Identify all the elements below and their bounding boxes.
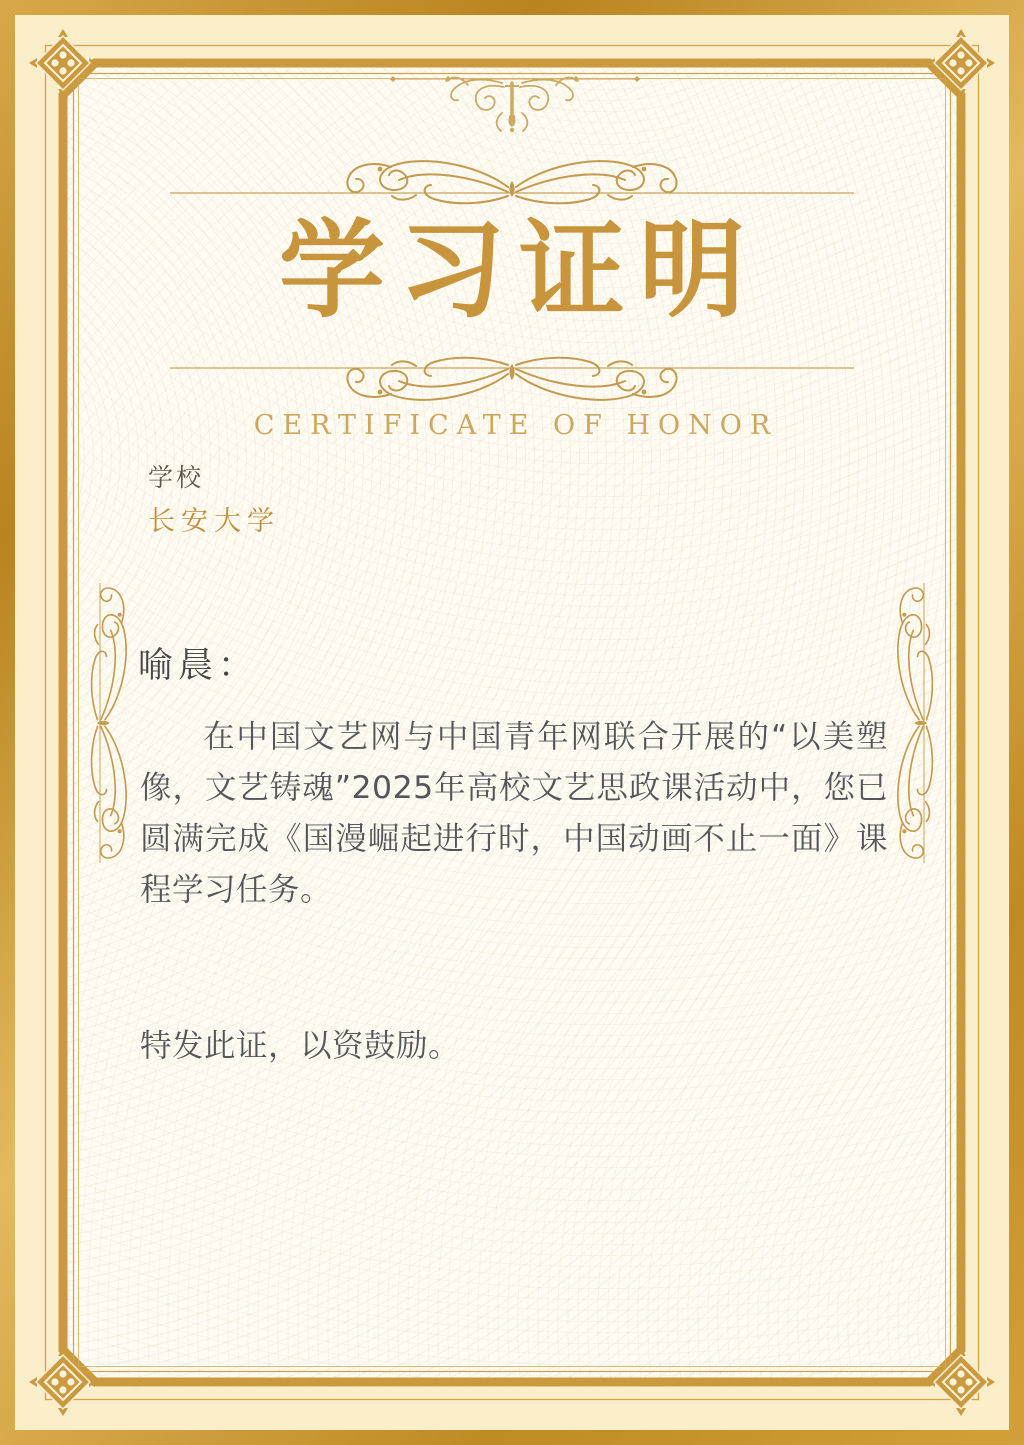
school-name: 长安大学	[148, 506, 280, 537]
certificate-subtitle: CERTIFICATE OF HONOR	[253, 410, 779, 441]
certificate-title: 学习证明	[279, 207, 759, 332]
school-label: 学校	[148, 463, 205, 492]
recipient-name: 喻晨：	[138, 646, 259, 686]
certificate-body: 在中国文艺网与中国青年网联合开展的“以美塑像，文艺铸魂”2025年高校文艺思政课活动中，您已圆满完成《国漫崛起进行时，中国动画不止一面》课程学习任务。	[140, 719, 888, 908]
closing-line: 特发此证，以资鼓励。	[140, 1028, 461, 1064]
